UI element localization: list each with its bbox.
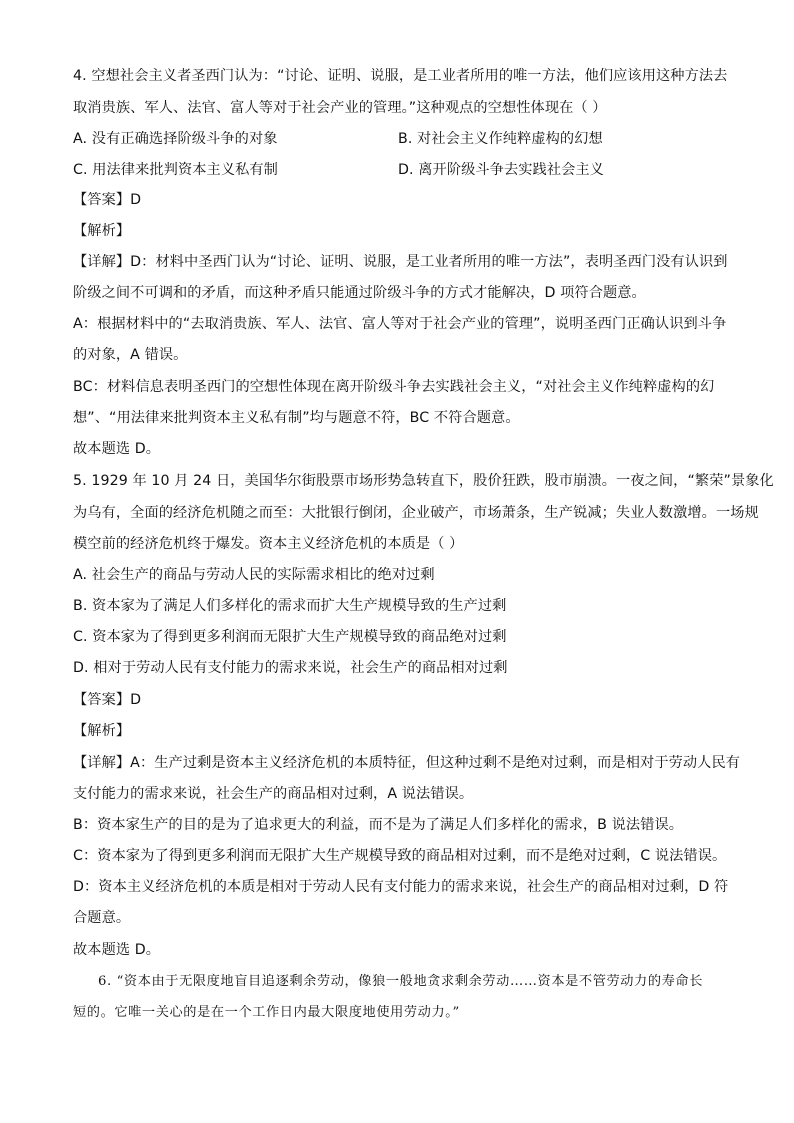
q4-detail-line-3: A：根据材料中的“去取消贵族、军人、法官、富人等对于社会产业的管理”，说明圣西门正确认识到斗争 [73, 316, 727, 332]
q4-conclusion: 故本题选 D。 [73, 441, 161, 457]
q6-stem-line-2: 短的。它唯一关心的是在一个工作日内最大限度地使用劳动力。” [73, 1005, 460, 1020]
q5-option-b: B. 资本家为了满足人们多样化的需求而扩大生产规模导致的生产过剩 [73, 598, 507, 614]
q5-detail-line-3: B：资本家生产的目的是为了追求更大的利益，而不是为了满足人们多样化的需求，B 说法错误。 [73, 817, 684, 833]
q5-stem-line-2: 为乌有，全面的经济危机随之而至：大批银行倒闭，企业破产，市场萧条，生产锐减；失业人数激增。一场规 [73, 505, 759, 521]
q5-detail-line-2: 支付能力的需求来说，社会生产的商品相对过剩，A 说法错误。 [73, 786, 474, 802]
detail-text: D：材料中圣西门认为“讨论、证明、说服，是工业者所用的唯一方法”，表明圣西门没有认识到 [130, 254, 728, 270]
q6-stem-line-1: 6. “资本由于无限度地盲目追逐剩余劳动，像狼一般地贪求剩余劳动……资本是不管劳动力的寿命长 [98, 974, 703, 989]
q4-stem-line-1: 4. 空想社会主义者圣西门认为：“讨论、证明、说服，是工业者所用的唯一方法，他们应该用这种方法去 [73, 68, 728, 84]
q5-option-d: D. 相对于劳动人民有支付能力的需求来说，社会生产的商品相对过剩 [73, 660, 508, 676]
detail-label: 【详解】 [73, 254, 131, 270]
answer-value: D [130, 192, 142, 208]
detail-text: A：生产过剩是资本主义经济危机的本质特征，但这种过剩不是绝对过剩，而是相对于劳动人民有 [130, 755, 741, 771]
q5-stem-line-1: 5. 1929 年 10 月 24 日，美国华尔街股票市场形势急转直下，股价狂跌，股市崩溃。一夜之间，“繁荣”景象化 [73, 473, 774, 489]
q5-detail-line-5: D：资本主义经济危机的本质是相对于劳动人民有支付能力的需求来说，社会生产的商品相对过剩，D 符 [73, 879, 729, 895]
q5-detail-line-1 [73, 753, 740, 773]
detail-label: 【详解】 [73, 755, 131, 771]
q4-option-b: B. 对社会主义作纯粹虚构的幻想 [398, 131, 603, 147]
q5-analysis-label: 【解析】 [73, 723, 131, 739]
answer-value: D [130, 692, 142, 708]
q4-detail-line-2: 阶级之间不可调和的矛盾，而这种矛盾只能通过阶级斗争的方式才能解决，D 项符合题意。 [73, 285, 646, 301]
q5-conclusion: 故本题选 D。 [73, 942, 161, 958]
q5-option-c: C. 资本家为了得到更多利润而无限扩大生产规模导致的商品绝对过剩 [73, 629, 507, 645]
q4-option-a: A. 没有正确选择阶级斗争的对象 [73, 131, 278, 147]
q4-detail-line-1 [73, 252, 728, 272]
q4-option-c: C. 用法律来批判资本主义私有制 [73, 162, 278, 178]
q4-analysis-label: 【解析】 [73, 223, 131, 239]
answer-label: 【答案】 [73, 692, 131, 708]
q5-option-a: A. 社会生产的商品与劳动人民的实际需求相比的绝对过剩 [73, 567, 435, 583]
q5-answer-row [73, 690, 141, 710]
q4-detail-line-6: 想”、“用法律来批判资本主义私有制”均与题意不符，BC 不符合题意。 [73, 410, 520, 426]
q4-answer-row [73, 190, 141, 210]
q5-detail-line-4: C：资本家为了得到更多利润而无限扩大生产规模导致的商品相对过剩，而不是绝对过剩，C 说法错误。 [73, 848, 727, 864]
q4-stem-line-2: 取消贵族、军人、法官、富人等对于社会产业的管理。”这种观点的空想性体现在（ ） [73, 100, 607, 116]
q4-option-d: D. 离开阶级斗争去实践社会主义 [398, 162, 604, 178]
q4-detail-line-4: 的对象，A 错误。 [73, 347, 188, 363]
answer-label: 【答案】 [73, 192, 131, 208]
q5-stem-line-3: 模空前的经济危机终于爆发。资本主义经济危机的本质是（ ） [73, 536, 464, 552]
q4-detail-line-5: BC：材料信息表明圣西门的空想性体现在离开阶级斗争去实践社会主义，“对社会主义作纯粹虚构的幻 [73, 379, 715, 395]
q5-detail-line-6: 合题意。 [73, 910, 131, 926]
